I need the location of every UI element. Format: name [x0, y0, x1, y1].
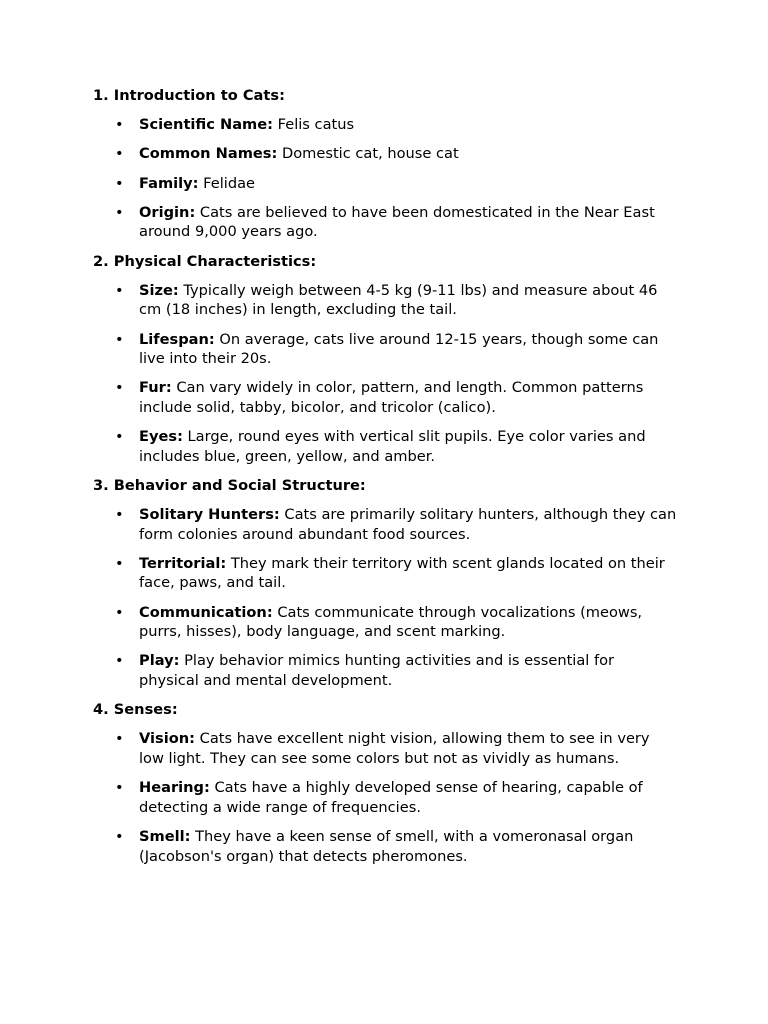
item-term: Size: [139, 281, 179, 299]
list-item [93, 203, 678, 242]
item-text: Felis catus [277, 116, 355, 134]
item-term: Lifespan: [139, 330, 215, 348]
section-senses [93, 700, 678, 866]
bullet-list [93, 115, 678, 242]
bullet-list [93, 281, 678, 467]
item-term: Scientific Name: [139, 116, 273, 134]
bullet-icon: • [115, 116, 124, 134]
list-item [93, 554, 678, 593]
item-text: They mark their territory with scent glands located on their face, paws, and tail. [139, 554, 665, 592]
item-term: Play: [139, 652, 180, 670]
section-behavior [93, 476, 678, 691]
section-heading: 4. Senses: [93, 701, 178, 719]
list-item [93, 603, 678, 642]
section-heading: 3. Behavior and Social Structure: [93, 476, 366, 494]
item-term: Origin: [139, 203, 196, 221]
bullet-icon: • [115, 174, 124, 192]
bullet-icon: • [115, 145, 124, 163]
bullet-list [93, 505, 678, 691]
list-item [93, 330, 678, 369]
list-item [93, 729, 678, 768]
bullet-list [93, 729, 678, 866]
bullet-icon: • [115, 281, 124, 299]
item-term: Vision: [139, 730, 195, 748]
bullet-icon: • [115, 652, 124, 670]
list-item [93, 174, 678, 194]
bullet-icon: • [115, 428, 124, 446]
item-term: Family: [139, 174, 199, 192]
item-text: Cats have excellent night vision, allowing them to see in very low light. They can see some colors but not as vividly as humans. [139, 730, 650, 767]
item-text: Cats are believed to have been domesticated in the Near East around 9,000 years ago. [139, 203, 655, 241]
item-text: Large, round eyes with vertical slit pupils. Eye color varies and includes blue, green, yellow, and amber. [139, 428, 646, 465]
item-term: Smell: [139, 827, 191, 845]
bullet-icon: • [115, 379, 124, 397]
bullet-icon: • [115, 330, 124, 348]
item-text: Cats have a highly developed sense of hearing, capable of detecting a wide range of frequencies. [139, 779, 643, 816]
bullet-icon: • [115, 827, 124, 845]
list-item [93, 778, 678, 817]
list-item [93, 651, 678, 690]
item-text: Domestic cat, house cat [281, 145, 459, 163]
section-introduction [93, 86, 678, 242]
list-item [93, 144, 678, 164]
section-physical-characteristics [93, 252, 678, 467]
list-item [93, 378, 678, 417]
item-text: On average, cats live around 12-15 years, though some can live into their 20s. [139, 330, 659, 368]
bullet-icon: • [115, 554, 124, 572]
item-term: Hearing: [139, 779, 210, 797]
bullet-icon: • [115, 730, 124, 748]
section-heading: 2. Physical Characteristics: [93, 252, 317, 270]
item-term: Common Names: [139, 145, 278, 163]
item-term: Fur: [139, 379, 172, 397]
section-heading: 1. Introduction to Cats: [93, 87, 285, 104]
item-term: Territorial: [139, 554, 227, 572]
list-item [93, 281, 678, 320]
item-term: Solitary Hunters: [139, 506, 280, 524]
list-item [93, 505, 678, 544]
list-item [93, 827, 678, 866]
bullet-icon: • [115, 779, 124, 797]
item-text: They have a keen sense of smell, with a vomeronasal organ (Jacobson's organ) that detects pheromones. [139, 827, 634, 865]
item-text: Play behavior mimics hunting activities and is essential for physical and mental development. [139, 652, 615, 689]
item-text: Can vary widely in color, pattern, and length. Common patterns include solid, tabby, bicolor, and tricolor (calico). [139, 379, 644, 416]
item-term: Communication: [139, 603, 273, 621]
item-term: Eyes: [139, 428, 183, 446]
item-text: Cats communicate through vocalizations (meows, purrs, hisses), body language, and scent marking. [139, 603, 643, 641]
list-item [93, 427, 678, 466]
bullet-icon: • [115, 603, 124, 621]
bullet-icon: • [115, 203, 124, 221]
list-item [93, 115, 678, 135]
item-text: Felidae [203, 174, 256, 192]
item-text: Typically weigh between 4-5 kg (9-11 lbs) and measure about 46 cm (18 inches) in length, excluding the tail. [139, 281, 658, 319]
item-text: Cats are primarily solitary hunters, although they can form colonies around abundant food sources. [139, 506, 677, 543]
bullet-icon: • [115, 506, 124, 524]
